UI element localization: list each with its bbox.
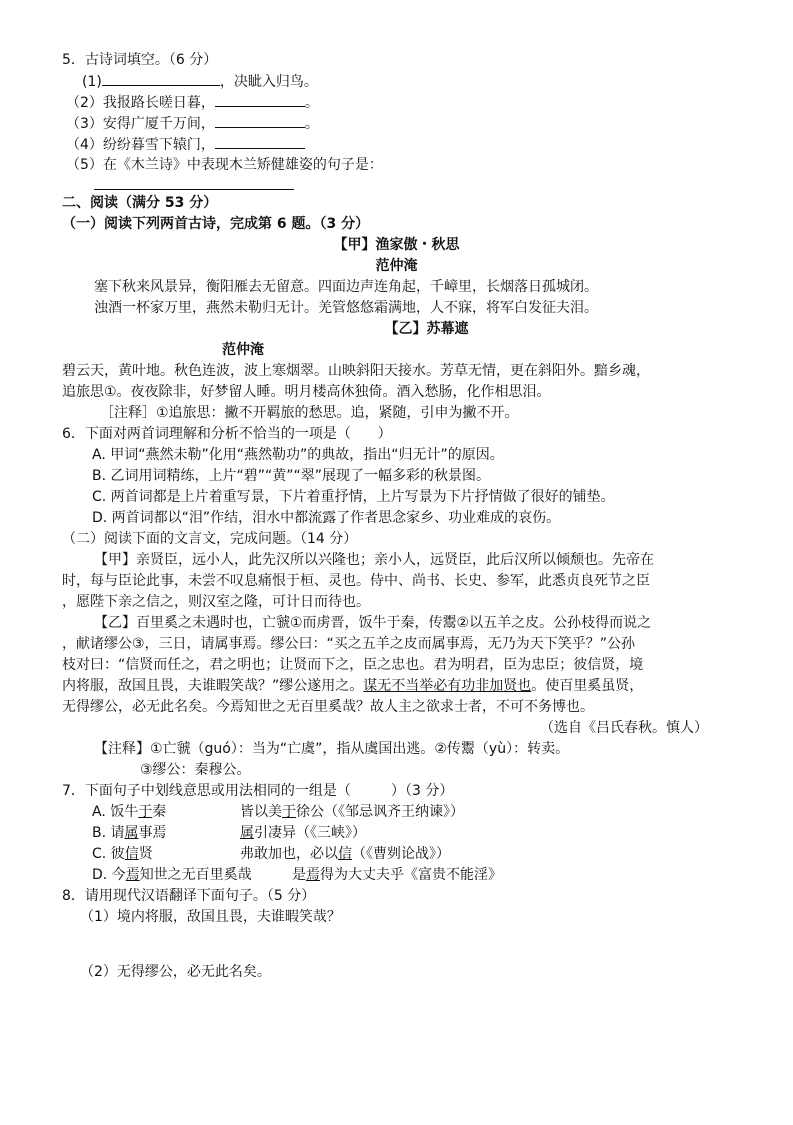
q7-a1-pre: A. 饭牛 (92, 804, 139, 820)
q7-b1-post: 事焉 (138, 825, 167, 841)
q5-blank-2[interactable] (215, 92, 305, 107)
poem-jia-line-1: 塞下秋来风景异，衡阳雁去无留意。四面边声连角起，千嶂里，长烟落日孤城闭。 (94, 279, 598, 295)
prose-jia-line-1: 【甲】亲贤臣，远小人，此先汉所以兴隆也；亲小人，远贤臣，此后汉所以倾颓也。先帝在 (94, 552, 654, 568)
q5-line-3 (66, 113, 319, 134)
poem-jia-author: 范仲淹 (375, 258, 418, 274)
reading-part-1-heading: （一）阅读下列两首古诗，完成第 6 题。（3 分） (62, 216, 370, 232)
q5-blank-4[interactable] (215, 134, 305, 149)
q5-line-5: （5）在《木兰诗》中表现木兰矫健雄姿的句子是： (66, 157, 383, 173)
q7-b2-underlined: 属 (240, 825, 254, 841)
q7-d2-post: 得为大丈夫乎《富贵不能淫》 (320, 867, 502, 883)
q5-line-3-end: 。 (304, 116, 319, 132)
q6-option-b[interactable]: B. 乙词用词精练，上片“碧”“黄”“翠”展现了一幅多彩的秋景图。 (92, 468, 491, 484)
poem-yi-line-2: 追旅思①。夜夜除非，好梦留人睡。明月楼高休独倚。酒入愁肠，化作相思泪。 (62, 384, 551, 400)
q5-line-2-end: 。 (304, 95, 319, 111)
q7-a2-post: 徐公（《邹忌讽齐王纳谏》） (296, 804, 464, 820)
q7-d2-underlined: 焉 (306, 867, 320, 883)
q7-c2-pre: 弗敢加也，必以 (240, 846, 338, 862)
q7-c1-post: 贤 (138, 846, 153, 862)
poem-yi-note: ［注释］①追旅思：撇不开羁旅的愁思。追，紧随，引申为撇不开。 (100, 405, 519, 421)
poem-jia-line-2: 浊酒一杯家万里，燕然未勒归无计。羌管悠悠霜满地，人不寐，将军白发征夫泪。 (94, 300, 598, 316)
q5-blank-1[interactable] (102, 71, 220, 86)
prose-jia-line-3: ，愿陛下亲之信之，则汉室之隆，可计日而待也。 (62, 594, 370, 610)
q7-c1-pre: C. 彼 (92, 846, 125, 862)
prose-source: （选自《吕氏春秋。慎人） (540, 720, 708, 736)
prose-yi-line-2: ，献诸缪公③，三日，请属事焉。缪公曰：“买之五羊之皮而属事焉，无乃为天下笑乎？”公孙 (62, 636, 636, 652)
q7-option-b-right (240, 823, 366, 843)
q7-a1-post: 秦 (152, 804, 167, 820)
reading-part-2-heading: （二）阅读下面的文言文，完成问题。（14 分） (62, 531, 358, 547)
q6-option-d[interactable]: D. 两首词都以“泪”作结，泪水中都流露了作者思念家乡、功业难成的哀伤。 (92, 510, 561, 526)
prose-note-1: 【注释】①亡虢（guó）：当为“亡虞”，指从虞国出逃。②传鬻（yù）：转卖。 (94, 741, 570, 757)
q5-line-2-text: （2）我报路长嗟日暮， (66, 95, 215, 111)
q7-option-d-left[interactable] (92, 865, 252, 885)
poem-jia-title: 【甲】渔家傲・秋思 (333, 237, 460, 253)
poem-yi-line-1: 碧云天，黄叶地。秋色连波，波上寒烟翠。山映斜阳天接水。芳草无情，更在斜阳外。黯乡魂， (62, 363, 650, 379)
prose-yi-line-3: 枝对曰：“信贤而任之，君之明也；让贤而下之，臣之忠也。君为明君，臣为忠臣；彼信贤，境 (62, 657, 644, 673)
q7-a1-underlined: 于 (138, 804, 153, 820)
q7-option-c-right (240, 844, 450, 864)
q7-b1-underlined: 属 (124, 825, 139, 841)
prose-underlined-sentence: 谋无不当举必有功非加贤也 (363, 678, 532, 694)
prose-yi-line-1: 【乙】百里奚之未遇时也，亡虢①而虏晋，饭牛于秦，传鬻②以五羊之皮。公孙枝得而说之 (94, 615, 652, 631)
reading-heading: 二、阅读（满分 53 分） (62, 195, 218, 211)
q5-blank-3[interactable] (215, 113, 305, 128)
q7-a2-pre: 皆以美 (240, 804, 282, 820)
q5-line-4-text: （4）纷纷暮雪下辕门， (66, 137, 215, 153)
q8-sentence-1: （1）境内将服，敌国且畏，夫谁暇笑哉？ (80, 909, 341, 925)
q5-line-3-text: （3）安得广厦千万间， (66, 116, 215, 132)
q7-d1-pre: D. 今 (92, 867, 126, 883)
q7-c2-post: （《曹刿论战》） (352, 846, 450, 862)
q5-line-1-text: ，决眦入归鸟。 (219, 74, 318, 90)
q7-d1-underlined: 焉 (125, 867, 140, 883)
q5-line-2 (66, 92, 319, 113)
q7-d2-pre: 是 (292, 867, 306, 883)
q8-sentence-2: （2）无得缪公，必无此名矣。 (80, 964, 271, 980)
q7-heading: 7．下面句子中划线意思或用法相同的一组是（ ）（3 分） (62, 783, 454, 799)
prose-note-2: ③缪公：秦穆公。 (140, 762, 251, 778)
q7-option-a-left[interactable] (92, 802, 166, 822)
q7-b2-post: 引凄异（《三峡》） (254, 825, 366, 841)
q5-blank-5[interactable] (94, 189, 294, 190)
q5-line-4 (66, 134, 305, 155)
prose-jia-line-2: 时，每与臣论此事，未尝不叹息痛恨于桓、灵也。侍中、尚书、长史、参军，此悉贞良死节之臣 (62, 573, 650, 589)
poem-yi-author: 范仲淹 (222, 342, 264, 358)
prose-yi-line-4-end: 。使百里奚虽贤， (531, 678, 644, 694)
q7-option-a-right (240, 802, 464, 822)
q7-b1-pre: B. 请 (92, 825, 125, 841)
q5-heading: 5．古诗词填空。（6 分） (62, 52, 218, 68)
q7-a2-underlined: 于 (282, 804, 296, 820)
poem-yi-title: 【乙】苏幕遮 (384, 321, 469, 337)
prose-yi-line-4 (62, 676, 643, 696)
q7-c2-underlined: 信 (338, 846, 352, 862)
q7-c1-underlined: 信 (124, 846, 139, 862)
q6-option-c[interactable]: C. 两首词都是上片着重写景，下片着重抒情，上片写景为下片抒情做了很好的铺垫。 (92, 489, 615, 505)
q7-d1-post: 知世之无百里奚哉 (139, 867, 252, 883)
prose-yi-line-4-start: 内将服，敌国且畏，夫谁暇笑哉？”缪公遂用之。 (62, 678, 364, 694)
q6-heading: 6．下面对两首词理解和分析不恰当的一项是（ ） (62, 426, 392, 442)
prose-yi-line-5: 无得缪公，必无此名矣。今焉知世之无百里奚哉？故人主之欲求士者，不可不务博也。 (62, 699, 594, 715)
q7-option-c-left[interactable] (92, 844, 153, 864)
q7-option-d-right (292, 865, 502, 885)
q6-option-a[interactable]: A. 甲词“燕然未勒”化用“燕然勒功”的典故，指出“归无计”的原因。 (92, 447, 504, 463)
q8-heading: 8．请用现代汉语翻译下面句子。（5 分） (62, 888, 316, 904)
q5-line-1 (82, 71, 318, 92)
q7-option-b-left[interactable] (92, 823, 167, 843)
q5-line-1-number: (1) (82, 74, 102, 90)
